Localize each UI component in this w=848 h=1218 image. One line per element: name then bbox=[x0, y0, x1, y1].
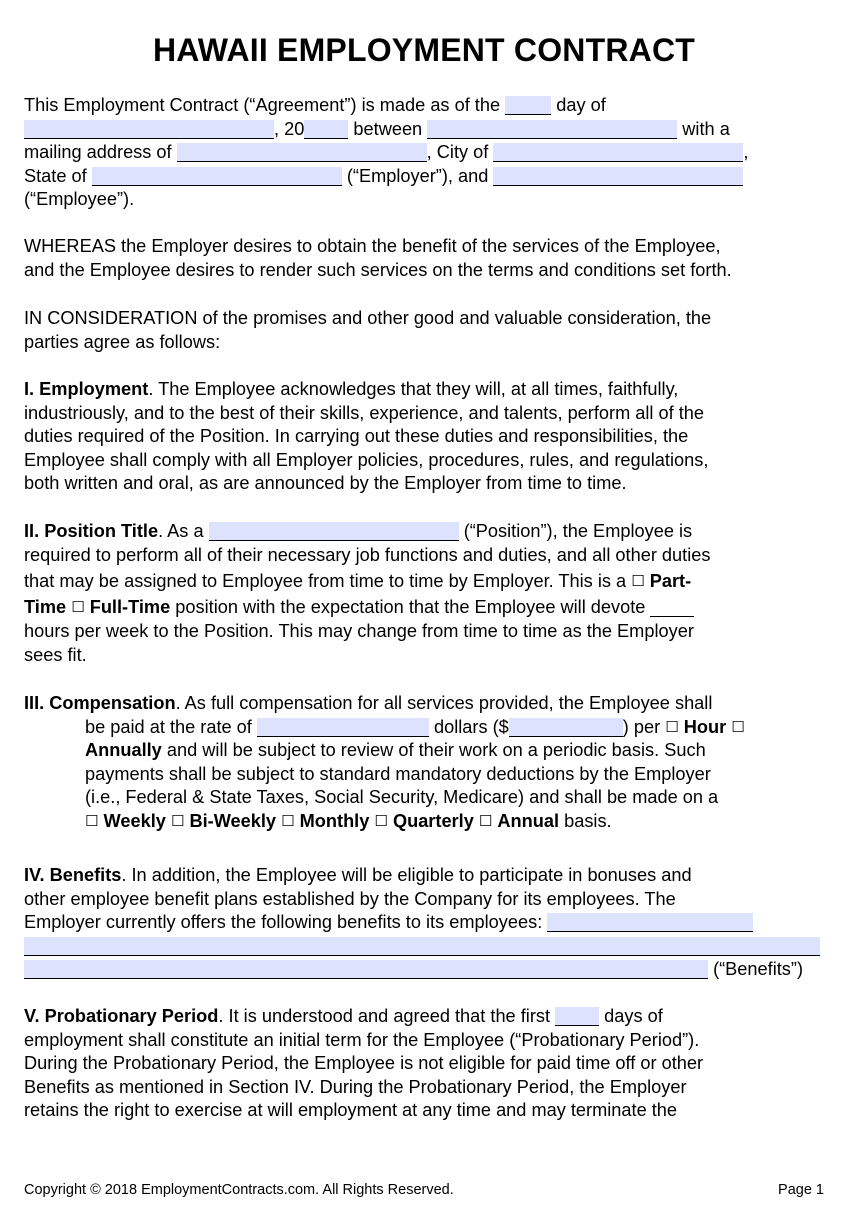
section-heading: III. Compensation bbox=[24, 693, 176, 713]
quarterly-checkbox[interactable]: ☐ bbox=[374, 811, 388, 830]
biweekly-checkbox[interactable]: ☐ bbox=[170, 811, 185, 830]
benefits-field-1[interactable] bbox=[547, 913, 753, 932]
year-field[interactable] bbox=[304, 120, 348, 139]
probation-days-field[interactable] bbox=[555, 1007, 599, 1026]
section-heading: I. Employment bbox=[24, 379, 149, 399]
city-field[interactable] bbox=[493, 143, 743, 162]
full-time-checkbox[interactable]: ☐ bbox=[71, 598, 85, 617]
employment-section: I. Employment. The Employee acknowledges that they will, at all times, faithfully, industriously, and to the best of their skills, experience, and talents, perform all of the duties required of the Position. In carrying out these duties and responsibilities, the Employee shall comply with all Employer policies, procedures, rules, and regulations, both written and oral, as are announced by the Employer from time to time. bbox=[24, 379, 709, 494]
hours-per-week-field[interactable] bbox=[650, 598, 694, 617]
rate-amount-field[interactable] bbox=[509, 718, 623, 737]
compensation-section: III. Compensation. As full compensation for all services provided, the Employee shall be paid at the rate of dollars ($ ) per ☐ Hour ☐ Annually and will be subject to review of their work on a periodic basis. Such payments shall be subject to standard mandatory deductions by the Employer (i.e., Federal & State Taxes, Social Security, Medicare) and shall be made on a ☐ Weekly ☐ Bi-Weekly ☐ Monthly ☐ Quarterly ☐ Annual basis. bbox=[24, 693, 745, 831]
benefits-field-3[interactable] bbox=[24, 960, 708, 979]
whereas-paragraph: WHEREAS the Employer desires to obtain the benefit of the services of the Employee, and the Employee desires to render such services on the terms and conditions set forth. bbox=[24, 236, 732, 280]
footer-copyright: Copyright © 2018 EmploymentContracts.com. All Rights Reserved. bbox=[24, 1182, 454, 1198]
hour-checkbox[interactable]: ☐ bbox=[665, 717, 679, 736]
day-field[interactable] bbox=[505, 96, 551, 115]
annual-checkbox[interactable]: ☐ bbox=[478, 811, 493, 830]
state-field[interactable] bbox=[92, 167, 342, 186]
section-heading: IV. Benefits bbox=[24, 865, 122, 885]
month-field[interactable] bbox=[24, 120, 274, 139]
part-time-checkbox[interactable]: ☐ bbox=[631, 572, 645, 591]
weekly-checkbox[interactable]: ☐ bbox=[85, 811, 99, 830]
benefits-section: IV. Benefits. In addition, the Employee will be eligible to participate in bonuses and other employee benefit plans established by the Company for its employees. The Employer currently offers the following benefits to its employees: (“Benefits”) bbox=[24, 864, 820, 982]
document-title: HAWAII EMPLOYMENT CONTRACT bbox=[152, 32, 696, 68]
employer-name-field[interactable] bbox=[427, 120, 677, 139]
section-heading: II. Position Title bbox=[24, 521, 159, 541]
footer-page-number: Page 1 bbox=[778, 1182, 824, 1198]
annually-checkbox[interactable]: ☐ bbox=[731, 717, 745, 736]
consideration-paragraph: IN CONSIDERATION of the promises and other good and valuable consideration, the parties agree as follows: bbox=[24, 308, 712, 352]
intro-paragraph: This Employment Contract (“Agreement”) is made as of the day of , 20 between with a mailing address of , City of , State of (“Employer”), and (“Employee”). bbox=[24, 95, 749, 210]
probation-section: V. Probationary Period. It is understood and agreed that the first days of employment shall constitute an initial term for the Employee (“Probationary Period”). During the Probationary Period, the Employee is not eligible for paid time off or other Benefits as mentioned in Section IV. During the Probationary Period, the Employer retains the right to exercise at will employment at any time and may terminate the bbox=[24, 1006, 704, 1121]
monthly-checkbox[interactable]: ☐ bbox=[281, 811, 295, 830]
rate-words-field[interactable] bbox=[257, 718, 429, 737]
mailing-address-field[interactable] bbox=[177, 143, 427, 162]
employee-name-field[interactable] bbox=[493, 167, 743, 186]
section-heading: V. Probationary Period bbox=[24, 1006, 219, 1026]
position-title-field[interactable] bbox=[209, 522, 459, 541]
position-section: II. Position Title. As a (“Position”), the Employee is required to perform all of their necessary job functions and duties, and all other duties that may be assigned to Employee from time to time by Employer. This is a ☐ Part- Time ☐ Full-Time position with the expectation that the Employee will devote hours per week to the Position. This may change from time to time as the Employer sees fit. bbox=[24, 521, 711, 665]
benefits-field-2[interactable] bbox=[24, 937, 820, 956]
